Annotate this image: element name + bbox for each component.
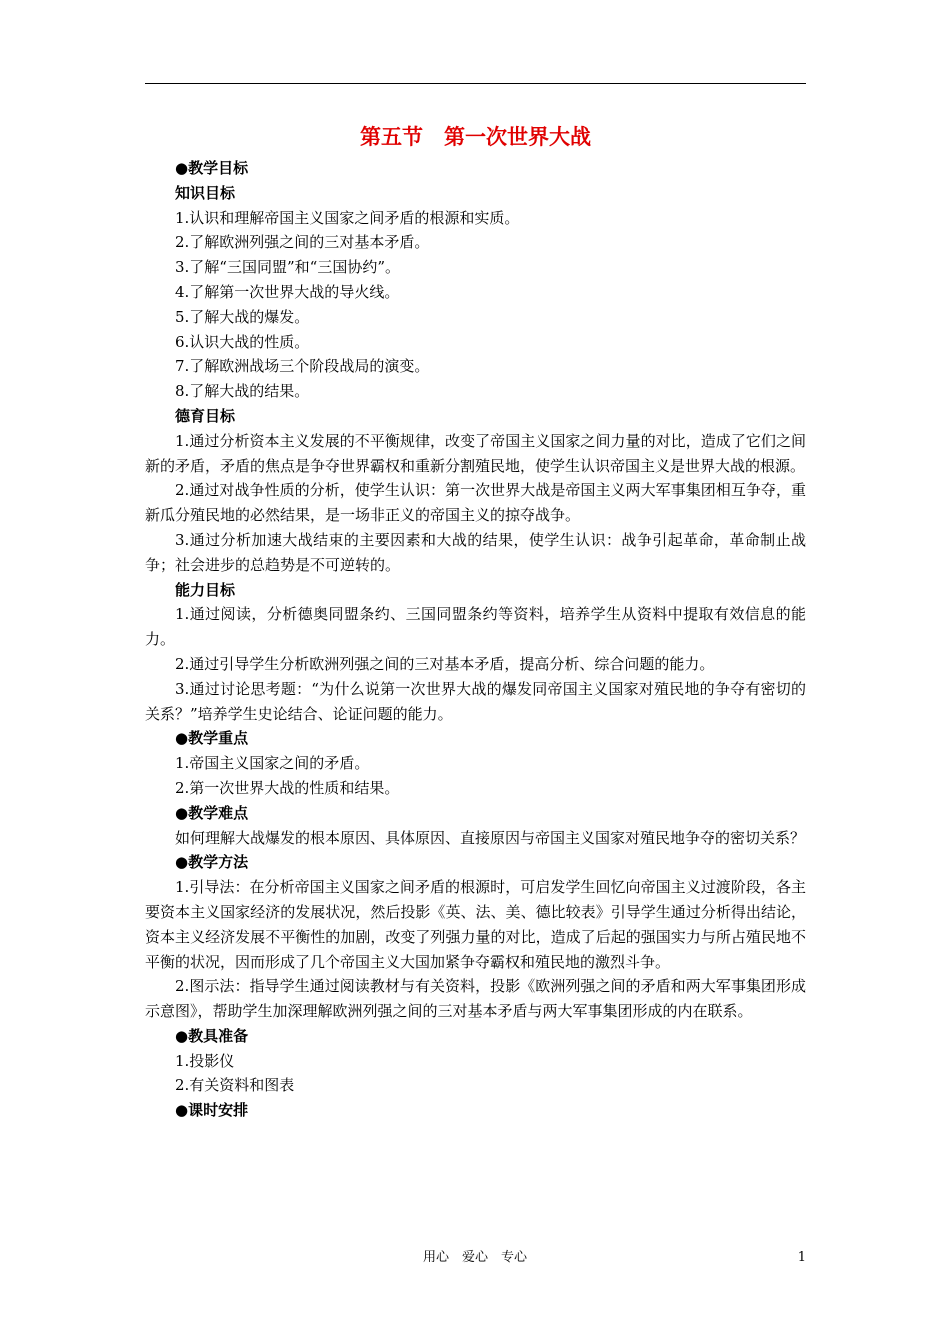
difficult-heading: ●教学难点	[175, 803, 249, 822]
knowledge-item: 8.了解大战的结果。	[175, 382, 310, 401]
moral-item: 1.通过分析资本主义发展的不平衡规律，改变了帝国主义国家之间力量的对比，造成了它们之间新的矛盾，矛盾的焦点是争夺世界霸权和重新分割殖民地，使学生认识帝国主义是世界大战的根源。	[145, 431, 806, 475]
header-rule	[145, 83, 806, 84]
page-title: 第五节 第一次世界大战	[360, 124, 591, 149]
moral-item: 2.通过对战争性质的分析，使学生认识：第一次世界大战是帝国主义两大军事集团相互争夺，重新瓜分殖民地的必然结果，是一场非正义的帝国主义的掠夺战争。	[145, 481, 806, 525]
key-item: 2.第一次世界大战的性质和结果。	[175, 778, 400, 797]
difficult-text: 如何理解大战爆发的根本原因、具体原因、直接原因与帝国主义国家对殖民地争夺的密切关系？	[175, 828, 806, 847]
knowledge-item: 7.了解欧洲战场三个阶段战局的演变。	[175, 357, 430, 376]
ability-item: 3.通过讨论思考题：“为什么说第一次世界大战的爆发同帝国主义国家对殖民地的争夺有密切的关系？”培养学生史论结合、论证问题的能力。	[145, 679, 806, 723]
method-heading: ●教学方法	[175, 853, 249, 872]
tools-heading: ●教具准备	[175, 1026, 249, 1045]
key-item: 1.帝国主义国家之间的矛盾。	[175, 754, 370, 773]
page-number: 1	[797, 1250, 806, 1265]
tools-item: 1.投影仪	[175, 1051, 235, 1070]
page-footer	[0, 1248, 950, 1268]
schedule-heading: ●课时安排	[175, 1101, 249, 1120]
knowledge-item: 6.认识大战的性质。	[175, 332, 310, 351]
knowledge-heading: 知识目标	[175, 183, 236, 202]
knowledge-item: 1.认识和理解帝国主义国家之间矛盾的根源和实质。	[175, 208, 520, 227]
knowledge-item: 5.了解大战的爆发。	[175, 307, 310, 326]
goals-heading: ●教学目标	[175, 159, 249, 177]
ability-item: 1.通过阅读，分析德奥同盟条约、三国同盟条约等资料，培养学生从资料中提取有效信息的能力。	[145, 605, 806, 649]
moral-heading: 德育目标	[175, 406, 236, 425]
knowledge-item: 3.了解“三国同盟”和“三国协约”。	[175, 258, 400, 277]
method-item: 1.引导法：在分析帝国主义国家之间矛盾的根源时，可启发学生回忆向帝国主义过渡阶段，各主要资本主义国家经济的发展状况，然后投影《英、法、美、德比较表》引导学生通过分析得出结论，资本主义经济发展不平衡性的加剧，改变了列强力量的对比，造成了后起的强国实力与所占殖民地不平衡的状况，因而形成了几个帝国主义大国加紧争夺霸权和殖民地的激烈斗争。	[145, 878, 806, 971]
moral-item: 3.通过分析加速大战结束的主要因素和大战的结果，使学生认识：战争引起革命，革命制止战争；社会进步的总趋势是不可逆转的。	[145, 530, 806, 574]
knowledge-item: 2.了解欧洲列强之间的三对基本矛盾。	[175, 233, 430, 252]
tools-item: 2.有关资料和图表	[175, 1076, 295, 1095]
key-heading: ●教学重点	[175, 729, 249, 748]
ability-heading: 能力目标	[175, 580, 236, 599]
knowledge-item: 4.了解第一次世界大战的导火线。	[175, 282, 400, 301]
document-body	[145, 121, 806, 1123]
ability-item: 2.通过引导学生分析欧洲列强之间的三对基本矛盾，提高分析、综合问题的能力。	[175, 654, 715, 673]
footer-slogan: 用心 爱心 专心	[422, 1250, 527, 1265]
method-item: 2.图示法：指导学生通过阅读教材与有关资料，投影《欧洲列强之间的矛盾和两大军事集团形成示意图》，帮助学生加深理解欧洲列强之间的三对基本矛盾与两大军事集团形成的内在联系。	[145, 977, 806, 1021]
